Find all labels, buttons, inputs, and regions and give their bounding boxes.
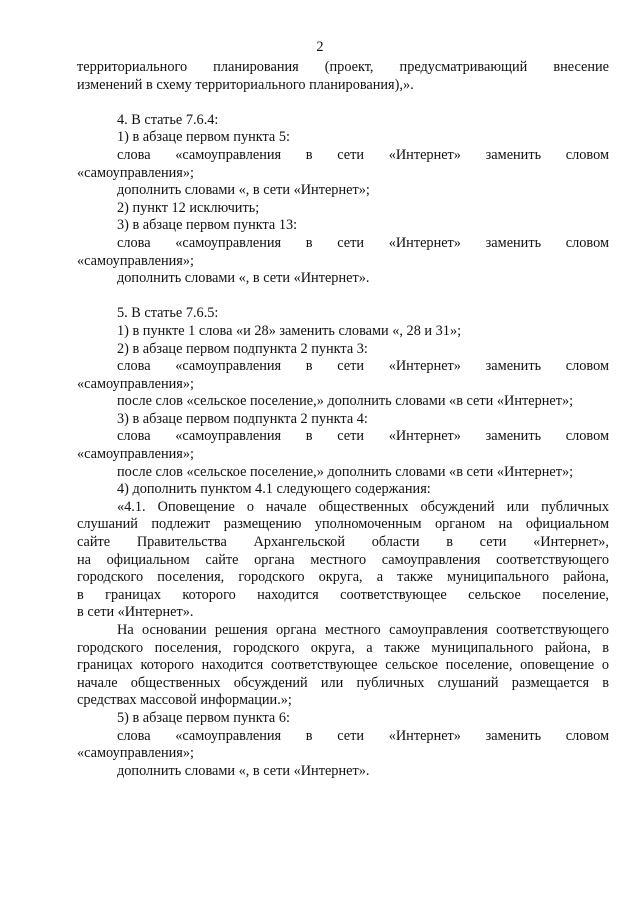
- text-line: «самоуправления»;: [77, 252, 194, 269]
- text-line: слова «самоуправления в сети «Интернет» заменить словом: [117, 146, 609, 163]
- quote-line: средствах массовой информации.»;: [77, 692, 292, 709]
- quote-line: в границах которого находится соответствующее сельское поселение,: [77, 586, 609, 603]
- document-body: [77, 59, 609, 780]
- text-line: 3) в абзаце первом подпункта 2 пункта 4:: [117, 410, 368, 427]
- text-line: дополнить словами «, в сети «Интернет»;: [117, 182, 370, 199]
- quote-line: границах которого находится соответствующее сельское поселение, оповещение о: [77, 657, 609, 674]
- text-line: слова «самоуправления в сети «Интернет» заменить словом: [117, 727, 609, 744]
- text-line: после слов «сельское поселение,» дополнить словами «в сети «Интернет»;: [117, 463, 574, 480]
- quote-line: городского поселения, городского округа, а также муниципального района,: [77, 569, 609, 586]
- quote-line: слушаний подлежит размещению уполномоченным органом на официальном: [77, 516, 609, 533]
- text-line: слова «самоуправления в сети «Интернет» заменить словом: [117, 358, 609, 375]
- text-line: слова «самоуправления в сети «Интернет» заменить словом: [117, 428, 609, 445]
- section-heading: 4. В статье 7.6.4:: [117, 111, 219, 128]
- page-number: 2: [316, 39, 324, 55]
- text-line: после слов «сельское поселение,» дополнить словами «в сети «Интернет»;: [117, 393, 574, 410]
- quote-line: в сети «Интернет».: [77, 604, 194, 621]
- blank-line: [77, 94, 609, 112]
- text-line: дополнить словами «, в сети «Интернет».: [117, 762, 370, 779]
- section-heading: 5. В статье 7.6.5:: [117, 305, 219, 322]
- quote-line: начале общественных обсуждений или публичных слушаний размещается в: [77, 674, 609, 691]
- text-line: 5) в абзаце первом пункта 6:: [117, 709, 290, 726]
- quote-line: городского поселения, городского округа, а также муниципального района, в: [77, 639, 609, 656]
- text-line: «самоуправления»;: [77, 164, 194, 181]
- text-line: территориального планирования (проект, предусматривающий внесение: [77, 59, 609, 75]
- text-line: 4) дополнить пунктом 4.1 следующего содержания:: [117, 481, 431, 498]
- text-line: изменений в схему территориального планирования),».: [77, 76, 414, 93]
- quote-line: на официальном сайте органа местного самоуправления соответствующего: [77, 551, 609, 568]
- text-line: «самоуправления»;: [77, 446, 194, 463]
- text-line: 1) в пункте 1 слова «и 28» заменить словами «, 28 и 31»;: [117, 322, 462, 339]
- text-line: 2) пункт 12 исключить;: [117, 199, 260, 216]
- quote-line: «4.1. Оповещение о начале общественных обсуждений или публичных: [117, 498, 609, 515]
- text-line: слова «самоуправления в сети «Интернет» заменить словом: [117, 234, 609, 251]
- text-line: «самоуправления»;: [77, 375, 194, 392]
- text-line: «самоуправления»;: [77, 745, 194, 762]
- quote-line: На основании решения органа местного самоуправления соответствующего: [117, 622, 609, 638]
- text-line: 1) в абзаце первом пункта 5:: [117, 129, 290, 146]
- blank-line: [77, 288, 609, 306]
- text-line: дополнить словами «, в сети «Интернет».: [117, 270, 370, 287]
- text-line: 3) в абзаце первом пункта 13:: [117, 217, 298, 234]
- text-line: 2) в абзаце первом подпункта 2 пункта 3:: [117, 340, 368, 357]
- quote-line: сайте Правительства Архангельской области в сети «Интернет»,: [77, 534, 609, 551]
